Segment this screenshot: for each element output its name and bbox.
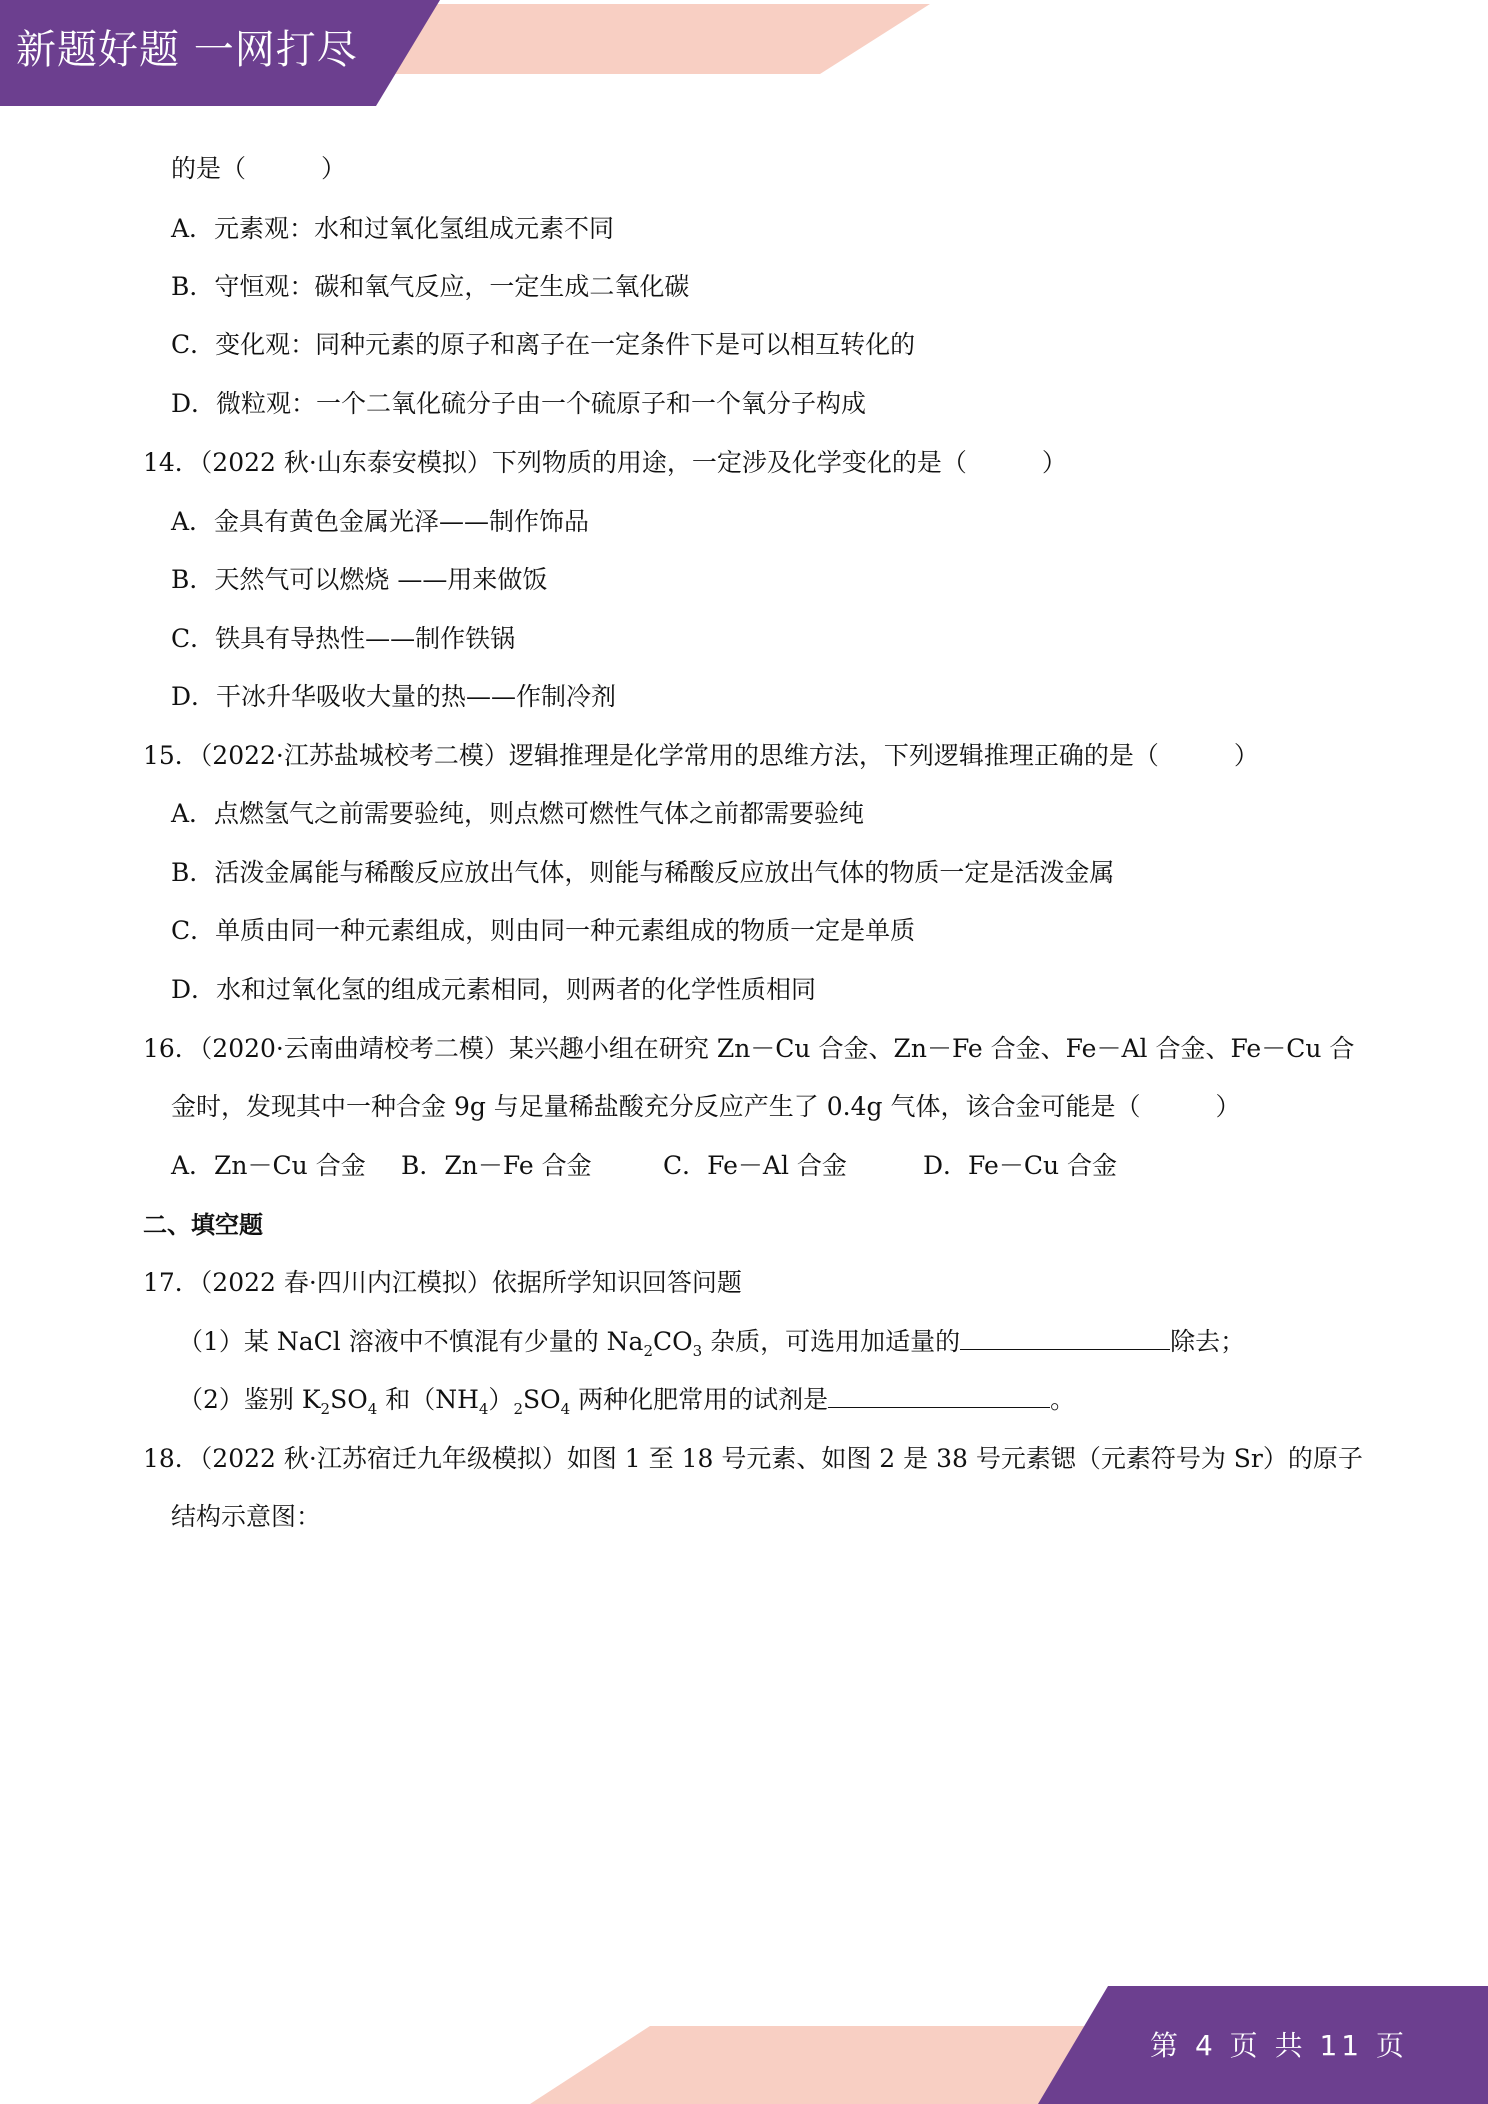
q15-option-c: C．单质由同一种元素组成，则由同一种元素组成的物质一定是单质: [171, 916, 916, 945]
q13-stem-tail: 的是（ ）: [171, 154, 347, 183]
footer-banner: [0, 1980, 1488, 2104]
section-title: 二、填空题: [143, 1211, 263, 1239]
q14-option-c: C．铁具有导热性——制作铁锅: [171, 624, 516, 653]
q14-stem: 14．（2022 秋·山东泰安模拟）下列物质的用途，一定涉及化学变化的是（ ）: [143, 448, 1067, 477]
q16-stem-line1: 16．（2020·云南曲靖校考二模）某兴趣小组在研究 Zn－Cu 合金、Zn－Fe 合金、Fe－Al 合金、Fe－Cu 合: [143, 1034, 1355, 1063]
q15-option-b: B．活泼金属能与稀酸反应放出气体，则能与稀酸反应放出气体的物质一定是活泼金属: [171, 858, 1115, 887]
q18-stem-line1: 18．（2022 秋·江苏宿迁九年级模拟）如图 1 至 18 号元素、如图 2 是 38 号元素锶（元素符号为 Sr）的原子: [143, 1444, 1363, 1473]
q18-stem-line2: 结构示意图：: [171, 1502, 322, 1531]
q16-option-d: D．Fe－Cu 合金: [923, 1151, 1117, 1180]
q15-option-a: A．点燃氢气之前需要验纯，则点燃可燃性气体之前都需要验纯: [171, 799, 865, 828]
q16-options: [171, 1149, 1117, 1183]
q16-option-c: C．Fe－Al 合金: [663, 1151, 847, 1180]
q14-option-d: D．干冰升华吸收大量的热——作制冷剂: [171, 682, 617, 711]
q15-stem: 15．（2022·江苏盐城校考二模）逻辑推理是化学常用的思维方法，下列逻辑推理正确的是（ ）: [143, 741, 1259, 770]
q13-option-a: A．元素观：水和过氧化氢组成元素不同: [171, 214, 615, 243]
q17-answer-blank-1[interactable]: [960, 1325, 1170, 1350]
q16-option-b: B．Zn－Fe 合金: [401, 1151, 592, 1180]
q17-part2: （2）鉴别 $K_2SO_4$ 和$(NH_4)_2SO_4$ 两种化肥常用的试剂是 。: [178, 1385, 1076, 1418]
q16-stem-line2: 金时，发现其中一种合金 9g 与足量稀盐酸充分反应产生了 0.4g 气体，该合金可能是（ ）: [171, 1092, 1241, 1121]
header-banner: [0, 0, 1488, 108]
q17-part1: （1）某 NaCl 溶液中不慎混有少量的 $Na_2CO_3$ 杂质，可选用加适量的 除去；: [178, 1327, 1246, 1360]
page-number: 第 4 页 共 11 页: [1150, 2029, 1408, 2062]
q13-option-c: C．变化观：同种元素的原子和离子在一定条件下是可以相互转化的: [171, 330, 916, 359]
q16-option-a: A．Zn－Cu 合金: [171, 1151, 366, 1180]
q14-option-b: B．天然气可以燃烧 ——用来做饭: [171, 565, 548, 594]
q13-option-b: B．守恒观：碳和氧气反应，一定生成二氧化碳: [171, 272, 690, 301]
q14-option-a: A．金具有黄色金属光泽——制作饰品: [171, 507, 590, 536]
q15-option-d: D．水和过氧化氢的组成元素相同，则两者的化学性质相同: [171, 975, 817, 1004]
q17-stem: 17．（2022 春·四川内江模拟）依据所学知识回答问题: [143, 1268, 742, 1297]
q13-option-d: D．微粒观：一个二氧化硫分子由一个硫原子和一个氧分子构成: [171, 389, 867, 418]
q17-answer-blank-2[interactable]: [828, 1383, 1050, 1408]
header-title: 新题好题 一网打尽: [16, 27, 358, 73]
